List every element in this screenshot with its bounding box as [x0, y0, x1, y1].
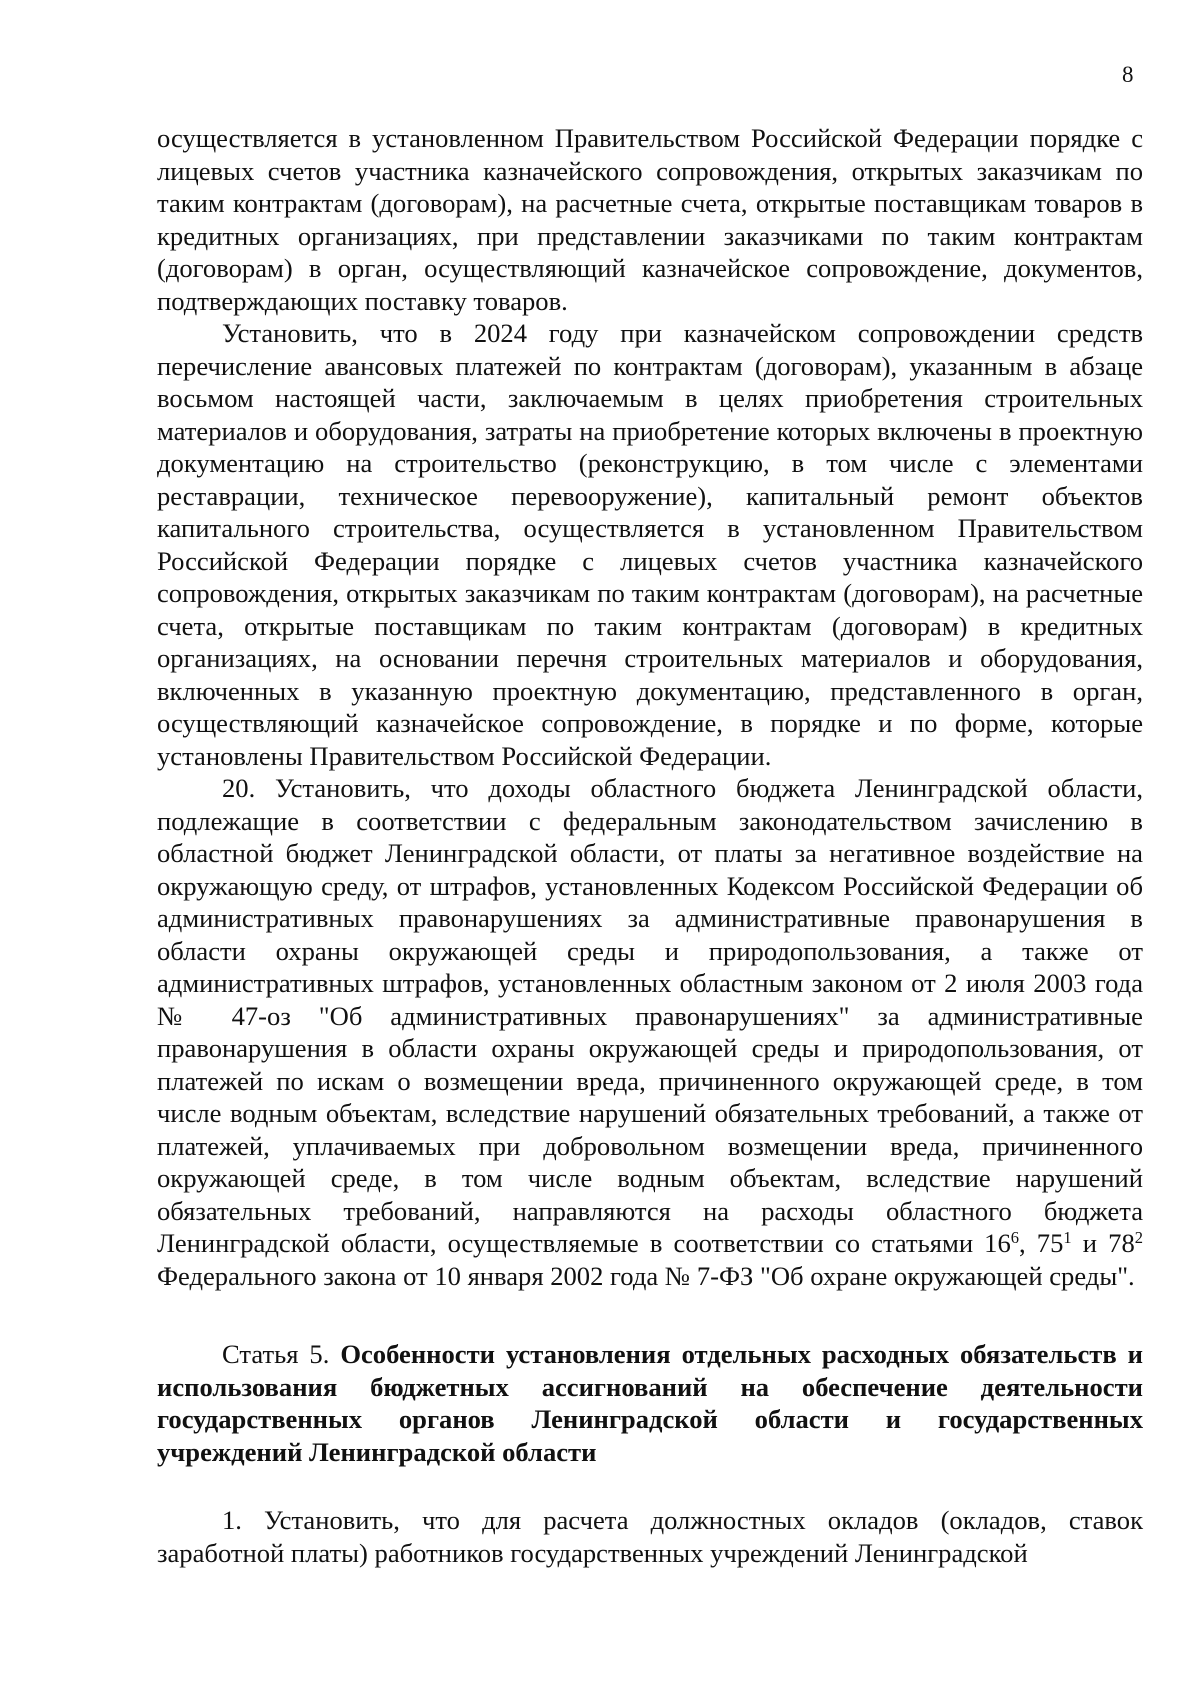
article-paragraph-1: 1. Установить, что для расчета должностных окладов (окладов, ставок заработной платы) работников государственных учреждений Ленинградской	[157, 1505, 1143, 1568]
article-title: Особенности установления отдельных расходных обязательств и использования бюджетных ассигнований на обеспечение деятельности государственных органов Ленинградской области и государственных учреждений Ленинградской области	[157, 1339, 1143, 1467]
article-label: Статья 5.	[222, 1339, 341, 1369]
paragraph-20-end: Федерального закона от 10 января 2002 года № 7-ФЗ "Об охране окружающей среды".	[157, 1260, 1135, 1291]
superscript-6: 6	[1010, 1227, 1020, 1247]
paragraph-2: Установить, что в 2024 году при казначейском сопровождении средств перечисление авансовых платежей по контрактам (договорам), указанным в абзаце восьмом настоящей части, заключаемым в целях приобретения строительных материалов и оборудования, затраты на приобретение которых включены в проектную документацию на строительство (реконструкцию, в том числе с элементами реставрации, техническое перевооружение), капитальный ремонт объектов капитального строительства, осуществляется в установленном Правительством Российской Федерации порядке с лицевых счетов участника казначейского сопровождения, открытых заказчикам по таким контрактам (договорам), на расчетные счета, открытые поставщикам по таким контрактам (договорам) в кредитных организациях, на основании перечня строительных материалов и оборудования, включенных в указанную проектную документацию, представленного в орган, осуществляющий казначейское сопровождение, в порядке и по форме, которые установлены Правительством Российской Федерации.	[157, 318, 1143, 771]
paragraph-1: осуществляется в установленном Правительством Российской Федерации порядке с лицевых счетов участника казначейского сопровождения, открытых заказчикам по таким контрактам (договорам), на расчетные счета, открытые поставщикам товаров в кредитных организациях, при представлении заказчиками по таким контрактам (договорам) в орган, осуществляющий казначейское сопровождение, документов, подтверждающих поставку товаров.	[157, 123, 1143, 316]
document-body	[157, 122, 1143, 1292]
paragraph-20-text: 20. Установить, что доходы областного бюджета Ленинградской области, подлежащие в соответствии с федеральным законодательством зачислению в областной бюджет Ленинградской области, от платы за негативное воздействие на окружающую среду, от штрафов, установленных Кодексом Российской Федерации об административных правонарушениях за административные правонарушения в области охраны окружающей среды и природопользования, а также от административных штрафов, установленных областным законом от 2 июля 2003 года № 47-оз "Об административных правонарушениях" за административные правонарушения в области охраны окружающей среды и природопользования, от платежей по искам о возмещении вреда, причиненного окружающей среде, в том числе водным объектам, вследствие нарушений обязательных требований, а также от платежей, уплачиваемых при добровольном возмещении вреда, причиненного окружающей среде, в том числе водным объектам, вследствие нарушений обязательных требований, направляются на расходы областного бюджета Ленинградской области, осуществляемые в соответствии со статьями 16	[157, 773, 1143, 1258]
article-body	[157, 1504, 1143, 1569]
paragraph-20-article-78: и 78	[1071, 1228, 1135, 1258]
page-number: 8	[1122, 62, 1134, 87]
superscript-1: 1	[1063, 1227, 1072, 1247]
paragraph-20	[157, 772, 1143, 1292]
article-heading	[157, 1338, 1143, 1468]
paragraph-20-article-75: , 75	[1019, 1228, 1064, 1258]
superscript-2: 2	[1134, 1227, 1143, 1247]
